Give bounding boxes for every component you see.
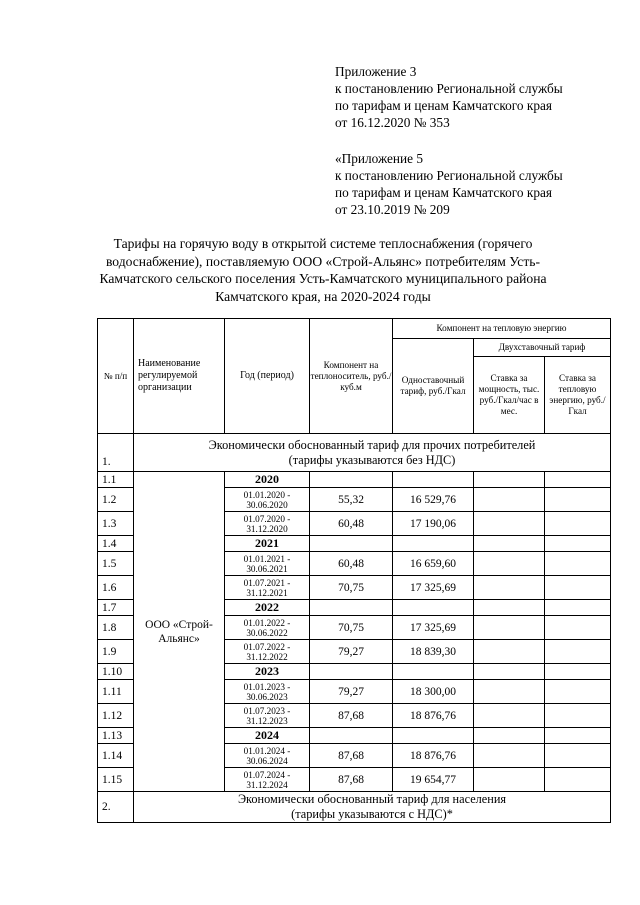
period-end: 31.12.2023: [246, 715, 288, 726]
single-rate-value: [393, 472, 474, 488]
row-num: 1.12: [98, 704, 134, 728]
energy-rate-value: [545, 616, 611, 640]
period-cell: [225, 616, 310, 640]
single-rate-value: 19 654,77: [393, 768, 474, 792]
carrier-value: 87,68: [310, 744, 393, 768]
energy-rate-value: [545, 472, 611, 488]
period-start: 01.07.2024 -: [243, 769, 291, 780]
carrier-value: [310, 472, 393, 488]
section-2-num: 2.: [98, 792, 134, 823]
header-single-rate: Одноставочный тариф, руб./Гкал: [393, 339, 474, 434]
power-rate-value: [474, 512, 545, 536]
year-cell: 2021: [225, 536, 310, 552]
section-1-title: [134, 434, 611, 472]
energy-rate-value: [545, 680, 611, 704]
appendix-3-line: по тарифам и ценам Камчатского края: [335, 98, 552, 113]
power-rate-value: [474, 744, 545, 768]
period-end: 31.12.2022: [246, 651, 288, 662]
section-1-line: Экономически обоснованный тариф для прочих потребителей: [208, 437, 536, 452]
carrier-value: [310, 728, 393, 744]
period-end: 30.06.2023: [246, 691, 288, 702]
row-num: 1.8: [98, 616, 134, 640]
carrier-value: [310, 600, 393, 616]
organization-name: ООО «Строй-Альянс»: [134, 472, 225, 792]
period-end: 31.12.2020: [246, 523, 288, 534]
row-num: 1.14: [98, 744, 134, 768]
energy-rate-value: [545, 536, 611, 552]
appendix-5-line: по тарифам и ценам Камчатского края: [335, 185, 552, 200]
carrier-value: 55,32: [310, 488, 393, 512]
single-rate-value: 17 325,69: [393, 616, 474, 640]
header-num: № п/п: [98, 319, 134, 434]
energy-rate-value: [545, 640, 611, 664]
row-num: 1.5: [98, 552, 134, 576]
single-rate-value: [393, 664, 474, 680]
single-rate-value: 16 529,76: [393, 488, 474, 512]
period-start: 01.07.2021 -: [243, 577, 291, 588]
carrier-value: [310, 664, 393, 680]
header-year: Год (период): [225, 319, 310, 434]
year-cell: 2023: [225, 664, 310, 680]
period-end: 31.12.2021: [246, 587, 288, 598]
header-energy-rate: Ставка за тепловую энергию, руб./Гкал: [545, 357, 611, 434]
carrier-value: [310, 536, 393, 552]
single-rate-value: 18 876,76: [393, 744, 474, 768]
period-cell: [225, 744, 310, 768]
row-num: 1.1: [98, 472, 134, 488]
table-row: [98, 472, 611, 488]
period-start: 01.01.2021 -: [243, 553, 291, 564]
power-rate-value: [474, 640, 545, 664]
single-rate-value: 18 876,76: [393, 704, 474, 728]
row-num: 1.15: [98, 768, 134, 792]
year-cell: 2024: [225, 728, 310, 744]
single-rate-value: 18 300,00: [393, 680, 474, 704]
period-cell: [225, 768, 310, 792]
power-rate-value: [474, 728, 545, 744]
carrier-value: 70,75: [310, 616, 393, 640]
title-line: Камчатского края, на 2020-2024 годы: [215, 288, 431, 304]
period-start: 01.01.2020 -: [243, 489, 291, 500]
single-rate-value: 17 325,69: [393, 576, 474, 600]
appendix-5-line: «Приложение 5: [335, 151, 423, 166]
row-num: 1.3: [98, 512, 134, 536]
title-line: Тарифы на горячую воду в открытой системе теплоснабжения (горячего: [113, 236, 533, 251]
year-cell: 2020: [225, 472, 310, 488]
row-num: 1.13: [98, 728, 134, 744]
carrier-value: 87,68: [310, 768, 393, 792]
row-num: 1.2: [98, 488, 134, 512]
document-title: [88, 235, 558, 305]
appendix-5-header: [335, 150, 635, 218]
appendix-5-line: от 23.10.2019 № 209: [335, 202, 450, 217]
header-carrier: Компонент на теплоноситель, руб./куб.м: [310, 319, 393, 434]
row-num: 1.11: [98, 680, 134, 704]
row-num: 1.10: [98, 664, 134, 680]
period-end: 31.12.2024: [246, 779, 288, 790]
period-cell: [225, 488, 310, 512]
appendix-3-line: к постановлению Региональной службы: [335, 81, 563, 96]
year-cell: 2022: [225, 600, 310, 616]
single-rate-value: [393, 728, 474, 744]
power-rate-value: [474, 472, 545, 488]
period-cell: [225, 680, 310, 704]
title-line: Камчатского сельского поселения Усть-Камчатского муниципального района: [99, 271, 547, 286]
energy-rate-value: [545, 768, 611, 792]
energy-rate-value: [545, 488, 611, 512]
header-two-part: Двухставочный тариф: [474, 339, 611, 357]
power-rate-value: [474, 536, 545, 552]
period-end: 30.06.2020: [246, 499, 288, 510]
period-cell: [225, 552, 310, 576]
section-1-line: (тарифы указываются без НДС): [288, 452, 456, 467]
power-rate-value: [474, 552, 545, 576]
period-end: 30.06.2021: [246, 563, 288, 574]
carrier-value: 79,27: [310, 640, 393, 664]
power-rate-value: [474, 616, 545, 640]
title-line: водоснабжение), поставляемую ООО «Строй-Альянс» потребителям Усть-: [105, 253, 541, 269]
appendix-5-line: к постановлению Региональной службы: [335, 168, 563, 183]
row-num: 1.7: [98, 600, 134, 616]
power-rate-value: [474, 680, 545, 704]
period-start: 01.01.2023 -: [243, 681, 291, 692]
section-2-line: (тарифы указываются с НДС)*: [291, 807, 453, 821]
section-2-line: Экономически обоснованный тариф для населения: [237, 792, 507, 806]
header-thermal: Компонент на тепловую энергию: [393, 319, 611, 339]
carrier-value: 60,48: [310, 512, 393, 536]
period-start: 01.07.2022 -: [243, 641, 291, 652]
energy-rate-value: [545, 728, 611, 744]
period-start: 01.07.2023 -: [243, 705, 291, 716]
energy-rate-value: [545, 512, 611, 536]
single-rate-value: [393, 536, 474, 552]
period-end: 30.06.2022: [246, 627, 288, 638]
period-cell: [225, 512, 310, 536]
period-start: 01.01.2024 -: [243, 745, 291, 756]
energy-rate-value: [545, 552, 611, 576]
energy-rate-value: [545, 664, 611, 680]
single-rate-value: [393, 600, 474, 616]
period-start: 01.07.2020 -: [243, 513, 291, 524]
carrier-value: 60,48: [310, 552, 393, 576]
energy-rate-value: [545, 600, 611, 616]
section-2-row: [98, 792, 611, 823]
row-num: 1.9: [98, 640, 134, 664]
carrier-value: 79,27: [310, 680, 393, 704]
power-rate-value: [474, 768, 545, 792]
tariff-table: [97, 318, 611, 823]
appendix-3-line: от 16.12.2020 № 353: [335, 115, 450, 130]
power-rate-value: [474, 704, 545, 728]
section-2-title: [134, 792, 611, 823]
carrier-value: 87,68: [310, 704, 393, 728]
power-rate-value: [474, 664, 545, 680]
period-end: 30.06.2024: [246, 755, 288, 766]
appendix-3-line: Приложение 3: [335, 64, 417, 79]
period-cell: [225, 704, 310, 728]
single-rate-value: 17 190,06: [393, 512, 474, 536]
carrier-value: 70,75: [310, 576, 393, 600]
row-num: 1.6: [98, 576, 134, 600]
header-power-rate: Ставка за мощность, тыс. руб./Гкал/час в мес.: [474, 357, 545, 434]
power-rate-value: [474, 600, 545, 616]
power-rate-value: [474, 488, 545, 512]
period-cell: [225, 576, 310, 600]
header-org: Наименование регулируемой организации: [134, 319, 225, 434]
period-cell: [225, 640, 310, 664]
energy-rate-value: [545, 704, 611, 728]
energy-rate-value: [545, 744, 611, 768]
section-1-num: 1.: [98, 434, 134, 472]
power-rate-value: [474, 576, 545, 600]
single-rate-value: 18 839,30: [393, 640, 474, 664]
period-start: 01.01.2022 -: [243, 617, 291, 628]
appendix-3-header: [335, 63, 635, 131]
single-rate-value: 16 659,60: [393, 552, 474, 576]
row-num: 1.4: [98, 536, 134, 552]
energy-rate-value: [545, 576, 611, 600]
